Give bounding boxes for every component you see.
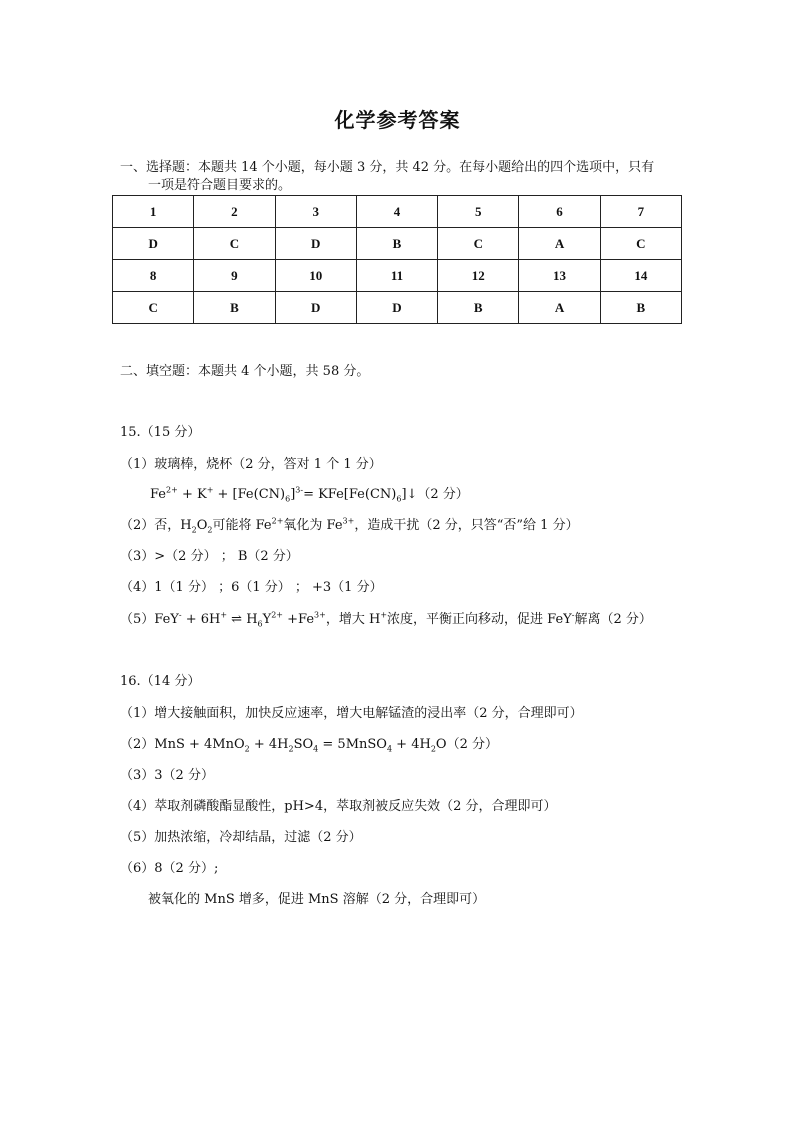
table-row (113, 228, 682, 260)
table-cell: B (356, 228, 437, 260)
q16-part-2: $(2)MnS + 4MnO_2 + 4H_2SO_4$ = 5MnSO$_4$ + $4H_2O(2$ 分） (120, 737, 498, 754)
q15-part-2: （2）否，$H_2O_2$可能将 $Fe^{2+}$氧化为 $Fe^{3+}$，造成干扰（2 分，只答“否”给 1 分） (120, 516, 579, 535)
q15-part-5: （5）FeY- + 6H+ ⇌ $H_6Y^{2+} +Fe^{3+}$，增大 H+浓度，平衡正向移动，促进 FeY-解离（2 分） (120, 610, 652, 629)
table-cell: C (113, 292, 194, 324)
table-cell: B (600, 292, 681, 324)
table-cell: 9 (194, 260, 275, 292)
table-cell: C (438, 228, 519, 260)
table-cell: 2 (194, 196, 275, 228)
q15-part-4: （4）1（1 分） ；6（1 分） ； +3（1 分） (120, 580, 383, 595)
table-cell: 1 (113, 196, 194, 228)
table-cell: 5 (438, 196, 519, 228)
table-cell: C (194, 228, 275, 260)
table-cell: 8 (113, 260, 194, 292)
q15-part-3: （3）>（2 分） ； B（2 分） (120, 549, 299, 564)
table-cell: D (275, 228, 356, 260)
section-1-line-2: 一项是符合题目要求的。 (148, 178, 292, 193)
table-cell: A (519, 292, 600, 324)
answer-table (112, 195, 682, 324)
table-cell: 14 (600, 260, 681, 292)
table-cell: A (519, 228, 600, 260)
table-cell: 7 (600, 196, 681, 228)
table-row (113, 260, 682, 292)
q16-part-1: （1）增大接触面积，加快反应速率，增大电解锰渣的浸出率（2 分，合理即可） (120, 706, 583, 721)
section-1-instructions (120, 159, 700, 195)
table-cell: 4 (356, 196, 437, 228)
table-cell: D (275, 292, 356, 324)
q16-part-5: （5）加热浓缩，冷却结晶，过滤（2 分） (120, 830, 362, 845)
section-2-heading: 二、填空题：本题共 4 个小题，共 58 分。 (120, 364, 370, 379)
table-row (113, 196, 682, 228)
table-row (113, 292, 682, 324)
table-cell: 11 (356, 260, 437, 292)
page-title: 化学参考答案 (334, 108, 461, 132)
section-1-line-1: 一、选择题：本题共 14 个小题，每小题 3 分，共 42 分。在每小题给出的四个选项中，只有 (120, 160, 655, 175)
table-cell: D (356, 292, 437, 324)
table-cell: 6 (519, 196, 600, 228)
table-cell: C (600, 228, 681, 260)
q16-part-6-continued: 被氧化的 MnS 增多，促进 MnS 溶解（2 分，合理即可） (148, 892, 486, 907)
table-cell: 3 (275, 196, 356, 228)
table-cell: 13 (519, 260, 600, 292)
table-cell: D (113, 228, 194, 260)
table-cell: 10 (275, 260, 356, 292)
q16-part-6: （6）8（2 分）; (120, 861, 219, 876)
table-cell: B (438, 292, 519, 324)
table-cell: B (194, 292, 275, 324)
q15-equation: $Fe^{2+} + K^+ + [Fe(CN)_6]^{3-}=$ $KFe[Fe(CN)_6]↓(2$ 分） (150, 485, 469, 504)
q16-part-4: （4）萃取剂磷酸酯显酸性，pH>4，萃取剂被反应失效（2 分，合理即可） (120, 799, 557, 814)
q16-part-3: （3）3（2 分） (120, 768, 214, 783)
q15-header: 15.（15 分） (120, 425, 201, 440)
q16-header: 16.（14 分） (120, 674, 201, 689)
q15-part-1: （1）玻璃棒，烧杯（2 分，答对 1 个 1 分） (120, 457, 382, 472)
table-cell: 12 (438, 260, 519, 292)
